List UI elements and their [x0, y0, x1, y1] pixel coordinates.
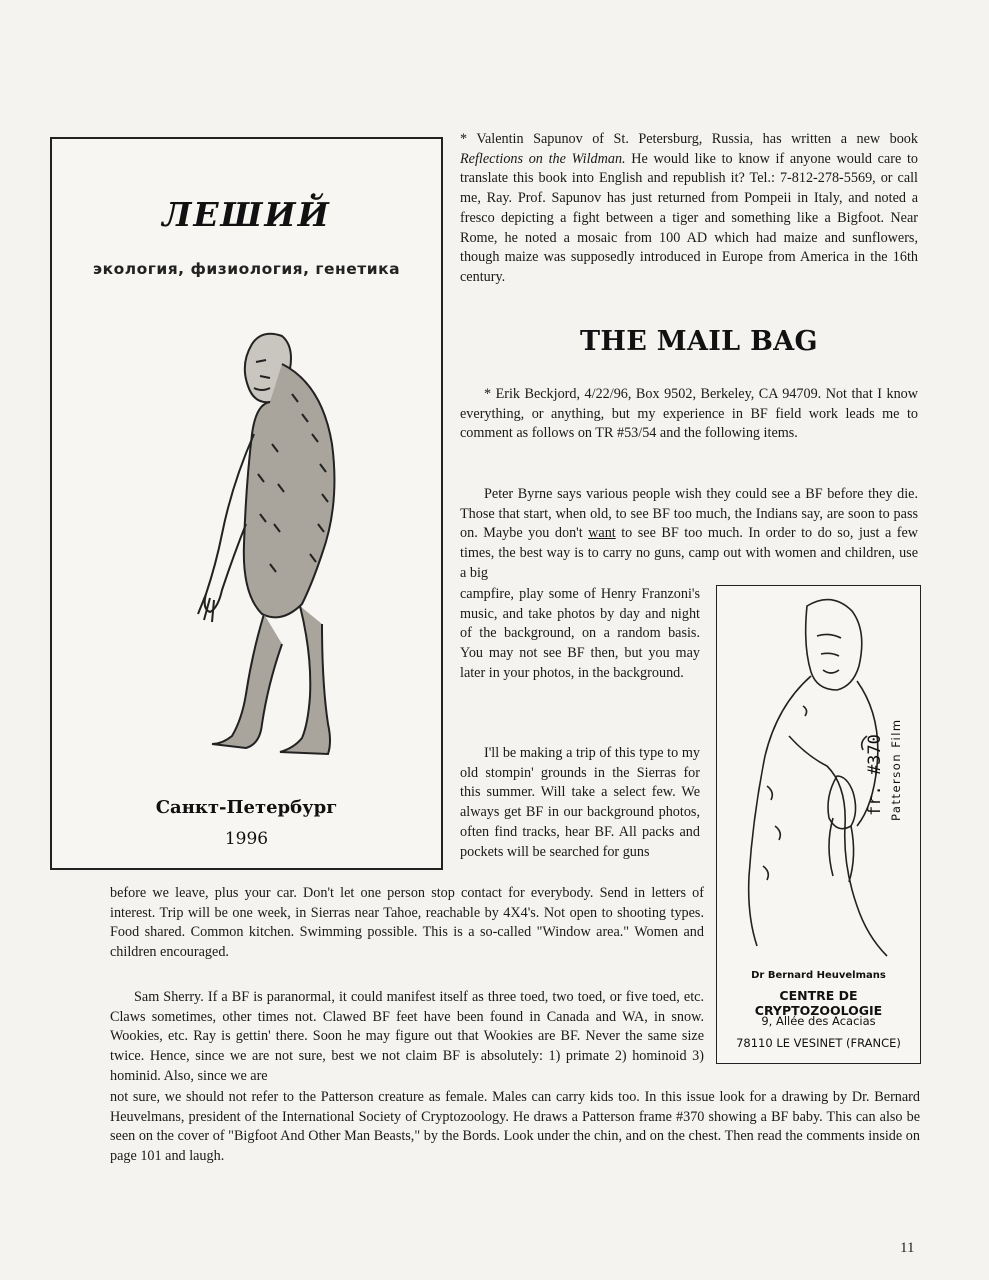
p1-text: * Valentin Sapunov of St. Petersburg, Russia, has written a new book	[460, 131, 918, 147]
credit-address-line1: 9, Allée des Acacias	[761, 1014, 876, 1028]
credit-name: Dr Bernard Heuvelmans	[751, 970, 886, 981]
sapunov-paragraph	[460, 130, 918, 288]
sherry-paragraph-continued: not sure, we should not refer to the Patterson creature as female. Males can carry kids too. In this issue look for a drawing by Dr. Bernard Heuvelmans, president of the International Society of Cryptozoology. He draws a Patterson frame #370 showing a BF baby. This can also be seen on the cover of "Bigfoot And Other Man Beasts," by the Bords. Look under the chin, and on the chest. Then read the comments inside on page 101 and laugh.	[110, 1089, 920, 1165]
wildman-figure-illustration	[182, 324, 362, 764]
credit-address-line2: 78110 LE VESINET (FRANCE)	[736, 1036, 901, 1050]
p3-text-a: Peter Byrne says various people wish they could see a BF before they die. Those that start, when old, to see BF too much, the Indians say, are soon to pass on. Maybe you don't	[460, 486, 918, 542]
beckjord-paragraph: * Erik Beckjord, 4/22/96, Box 9502, Berkeley, CA 94709. Not that I know everything, or anything, but my experience in BF field work leads me to comment as follows on TR #53/54 and the following items.	[460, 386, 918, 442]
byrne-paragraph	[460, 485, 918, 584]
cover-city: Санкт-Петербург	[155, 797, 338, 818]
book-title: Reflections on the Wildman.	[460, 150, 626, 167]
credit-organization: CENTRE DE CRYPTOZOOLOGIE	[754, 988, 883, 1018]
trip-paragraph-continued: before we leave, plus your car. Don't let one person stop contact for everybody. Send in letters of interest. Trip will be one week, in Sierras near Tahoe, reachable by 4X4's. Not open to shooting types. Food shared. Common kitchen. Swimming possible. This is a so-called "Window area." Women and children encouraged.	[110, 885, 704, 961]
frame-number-label: fr. #370	[865, 734, 885, 816]
p1-rest: He would like to know if anyone would care to translate this book into English and republish it? Tel.: 7-812-278-5569, or call me, Ray. Prof. Sapunov has just returned from Pompeii in Italy, and noted a fresco depicting a fight between a tiger and something like a Bigfoot. Near Rome, he noted a mosaic from 100 AD which had maize and sunflowers, though maize was supposedly introduced in Europe from America in the 16th century.	[460, 150, 919, 285]
sherry-paragraph: Sam Sherry. If a BF is paranormal, it could manifest itself as three toed, two toed, or five toed, etc. Claws sometimes, other times not. Clawed BF feet have been found in Canada and WA, in snow. Wookies, etc. Ray is gettin' there. Soon he may figure out that Wookies are BF. Never the same size twice. Hence, since we are not sure, best we not claim BF is absolutely: 1) primate 2) hominoid 3) hominid. Also, since we are	[110, 989, 704, 1084]
trip-paragraph: I'll be making a trip of this type to my old stompin' grounds in the Sierras for this summer. Will take a select few. We always get BF in our background photos, often find tracks, hear BF. All packs and pockets will be searched for guns	[460, 745, 700, 860]
book-cover	[50, 137, 443, 870]
p3-text-b: to see BF too much. In order to do so, just a few times, the best way is to carry no guns, camp out with women and children, use a big	[460, 525, 918, 581]
film-label: Patterson Film	[889, 718, 903, 821]
mail-bag-heading: THE MAIL BAG	[580, 326, 818, 357]
cover-year: 1996	[224, 829, 269, 849]
heuvelmans-drawing	[716, 585, 921, 1064]
cover-subtitle: экология, физиология, генетика	[92, 260, 401, 278]
page-number: 11	[900, 1240, 915, 1256]
byrne-paragraph-continued: campfire, play some of Henry Franzoni's music, and take photos by day and night of the background, on a random basis. You may not see BF then, but you may later in your photos, in the background.	[460, 586, 700, 681]
underlined-word: want	[588, 525, 616, 542]
cover-title: ЛЕШИЙ	[162, 195, 331, 234]
